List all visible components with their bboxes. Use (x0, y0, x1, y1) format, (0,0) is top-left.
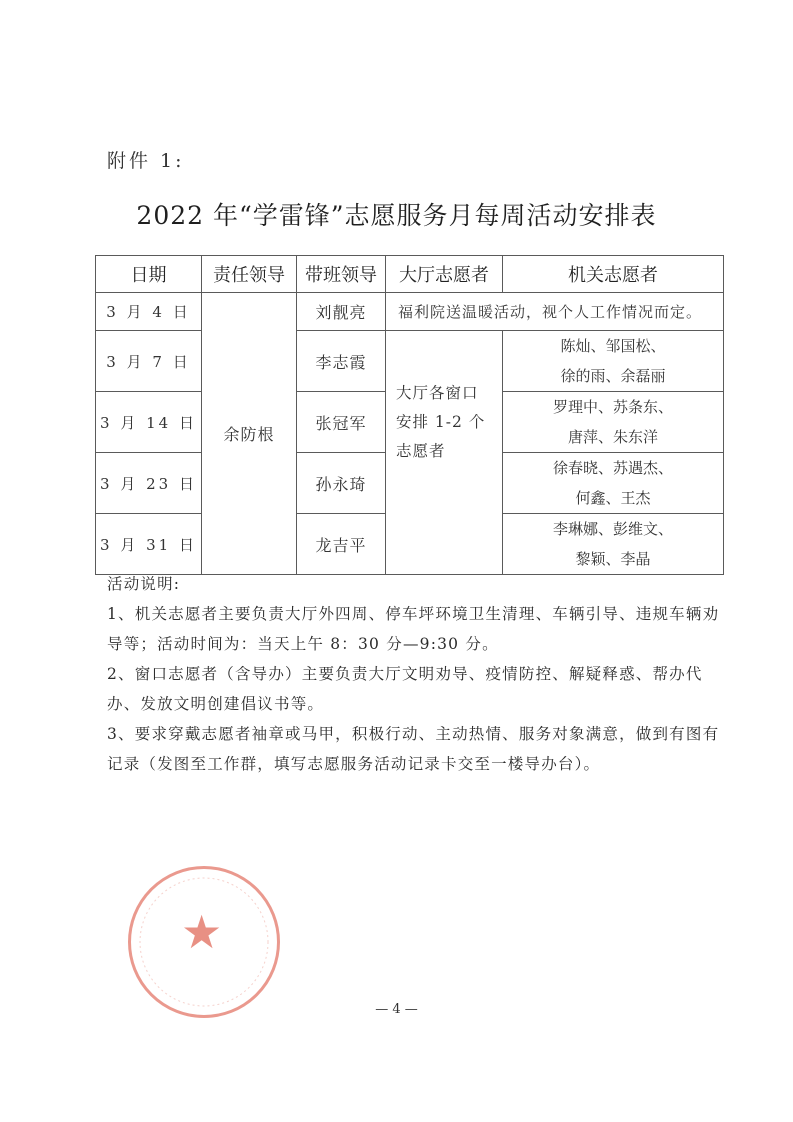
page-number: — 4 — (375, 1002, 418, 1017)
activity-notes (107, 569, 725, 779)
star-icon: ★ (181, 905, 223, 959)
attachment-label: 附件 1: (107, 150, 185, 172)
volunteers-line: 陈灿、邹国松、 (560, 337, 666, 355)
duty-leader-cell: 刘靓亮 (297, 293, 386, 331)
volunteers-line: 徐春晓、苏遇杰、 (552, 459, 673, 477)
official-seal (128, 866, 280, 1018)
office-volunteers-cell (503, 331, 724, 392)
duty-leader-cell: 李志霞 (297, 331, 386, 392)
header-office-volunteers: 机关志愿者 (503, 256, 724, 293)
document-title: 2022 年“学雷锋”志愿服务月每周活动安排表 (136, 201, 657, 230)
volunteers-line: 李琳娜、彭维文、 (552, 520, 673, 538)
date-cell: 3 月 4 日 (96, 293, 202, 331)
notes-heading: 活动说明: (107, 575, 181, 593)
volunteers-line: 罗理中、苏条东、 (552, 398, 673, 416)
volunteers-line: 唐萍、朱东洋 (567, 428, 658, 446)
duty-leader-cell: 龙吉平 (297, 514, 386, 575)
date-cell: 3 月 23 日 (96, 453, 202, 514)
office-volunteers-cell (503, 392, 724, 453)
duty-leader-cell: 张冠军 (297, 392, 386, 453)
date-cell: 3 月 31 日 (96, 514, 202, 575)
table-row (96, 293, 724, 331)
table-row (96, 331, 724, 392)
hall-volunteers-text: 大厅各窗口安排 1-2 个志愿者 (396, 384, 486, 460)
volunteers-line: 何鑫、王杰 (575, 489, 651, 507)
note-item: 2、窗口志愿者（含导办）主要负责大厅文明劝导、疫情防控、解疑释惑、帮办代办、发放文明创建倡议书等。 (107, 665, 703, 713)
date-cell: 3 月 7 日 (96, 331, 202, 392)
duty-leader-cell: 孙永琦 (297, 453, 386, 514)
note-item: 3、要求穿戴志愿者袖章或马甲，积极行动、主动热情、服务对象满意，做到有图有记录（发图至工作群，填写志愿服务活动记录卡交至一楼导办台）。 (107, 725, 720, 773)
note-item: 1、机关志愿者主要负责大厅外四周、停车坪环境卫生清理、车辆引导、违规车辆劝导等；活动时间为：当天上午 8：30 分—9:30 分。 (107, 605, 720, 653)
hall-volunteers-cell (386, 331, 503, 575)
header-date: 日期 (96, 256, 202, 293)
office-volunteers-cell (503, 453, 724, 514)
date-cell: 3 月 14 日 (96, 392, 202, 453)
office-volunteers-cell (503, 514, 724, 575)
header-duty-leader: 带班领导 (297, 256, 386, 293)
responsible-leader-cell: 余防根 (202, 293, 297, 575)
volunteers-line: 黎颖、李晶 (575, 550, 651, 568)
table-header-row (96, 256, 724, 293)
activity-note-cell: 福利院送温暖活动，视个人工作情况而定。 (386, 293, 724, 331)
header-responsible-leader: 责任领导 (202, 256, 297, 293)
volunteers-line: 徐的雨、余磊丽 (560, 367, 666, 385)
schedule-table (95, 255, 724, 575)
header-hall-volunteers: 大厅志愿者 (386, 256, 503, 293)
